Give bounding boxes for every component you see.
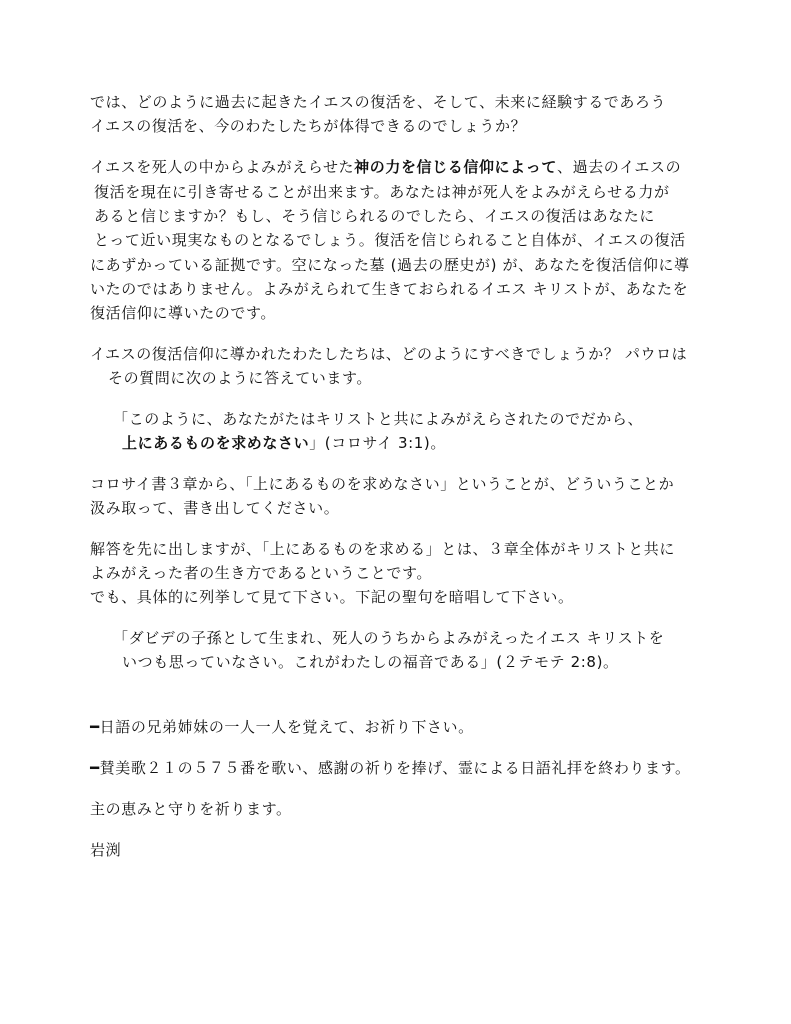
paragraph-2-line-4: とって近い現実なものとなるでしょう。復活を信じられること自体が、イエスの復活 [94,231,686,249]
paragraph-4-line-1: コロサイ書３章から、「上にあるものを求めなさい」ということが、どういうことか [90,475,675,493]
paragraph-2-line-1 [90,157,681,177]
paragraph-5-line-3: でも、具体的に列挙して見て下さい。下記の聖句を暗唱して下さい。 [90,588,574,606]
paragraph-2-emphasis: 神の力を信じる信仰によって [354,158,557,176]
paragraph-2-line-7: 復活信仰に導いたのです。 [90,304,277,322]
quote-1-line-2 [122,433,446,453]
quote-1-citation: 」(コロサイ 3:1)。 [309,434,446,452]
quote-2-line-1: 「ダビデの子孫として生まれ、死人のうちからよみがえったイエス キリストを [113,629,665,647]
paragraph-2-line-2: 復活を現在に引き寄せることが出来ます。あなたは神が死人をよみがえらせる力が [94,183,670,201]
paragraph-2-line-6: いたのではありません。よみがえられて生きておられるイエス キリストが、あなたを [90,280,689,298]
quote-1-emphasis: 上にあるものを求めなさい [122,434,310,452]
blessing: 主の恵みと守りを祈ります。 [90,800,292,818]
paragraph-3-line-2: その質問に次のように答えています。 [108,369,373,387]
paragraph-3-line-1: イエスの復活信仰に導かれたわたしたちは、どのようにすべきでしょうか？ パウロは [90,345,688,363]
paragraph-2-line-3: あると信じますか？もし、そう信じられるのでしたら、イエスの復活はあなたに [94,207,656,225]
paragraph-1-line-2: イエスの復活を、今のわたしたちが体得できるのでしょうか？ [90,117,527,135]
paragraph-1-line-1: では、どのように過去に起きたイエスの復活を、そして、未来に経験するであろう [90,93,667,111]
quote-2-line-2: いつも思っていなさい。これがわたしの福音である」(２テモテ 2:8)。 [122,653,619,671]
paragraph-2-line-5: にあずかっている証拠です。空になった墓 (過去の歴史が) が、あなたを復活信仰に導 [90,256,690,274]
paragraph-2-line-1-post: 、過去のイエスの [556,158,682,176]
signature: 岩渕 [90,841,122,859]
paragraph-4-line-2: 汲み取って、書き出してください。 [90,499,340,517]
prayer-request: ━日語の兄弟姉妹の一人一人を覚えて、お祈り下さい。 [90,718,474,736]
quote-1-line-1: 「このように、あなたがたはキリストと共によみがえらされたのでだから、 [113,410,644,428]
paragraph-5-line-1: 解答を先に出しますが、「上にあるものを求める」とは、３章全体がキリストと共に [90,540,676,558]
paragraph-2-line-1-pre: イエスを死人の中からよみがえらせた [90,158,355,176]
hymn-closing: ━賛美歌２１の５７５番を歌い、感謝の祈りを捧げ、霊による日語礼拝を終わります。 [90,759,691,777]
paragraph-5-line-2: よみがえった者の生き方であるということです。 [90,564,433,582]
